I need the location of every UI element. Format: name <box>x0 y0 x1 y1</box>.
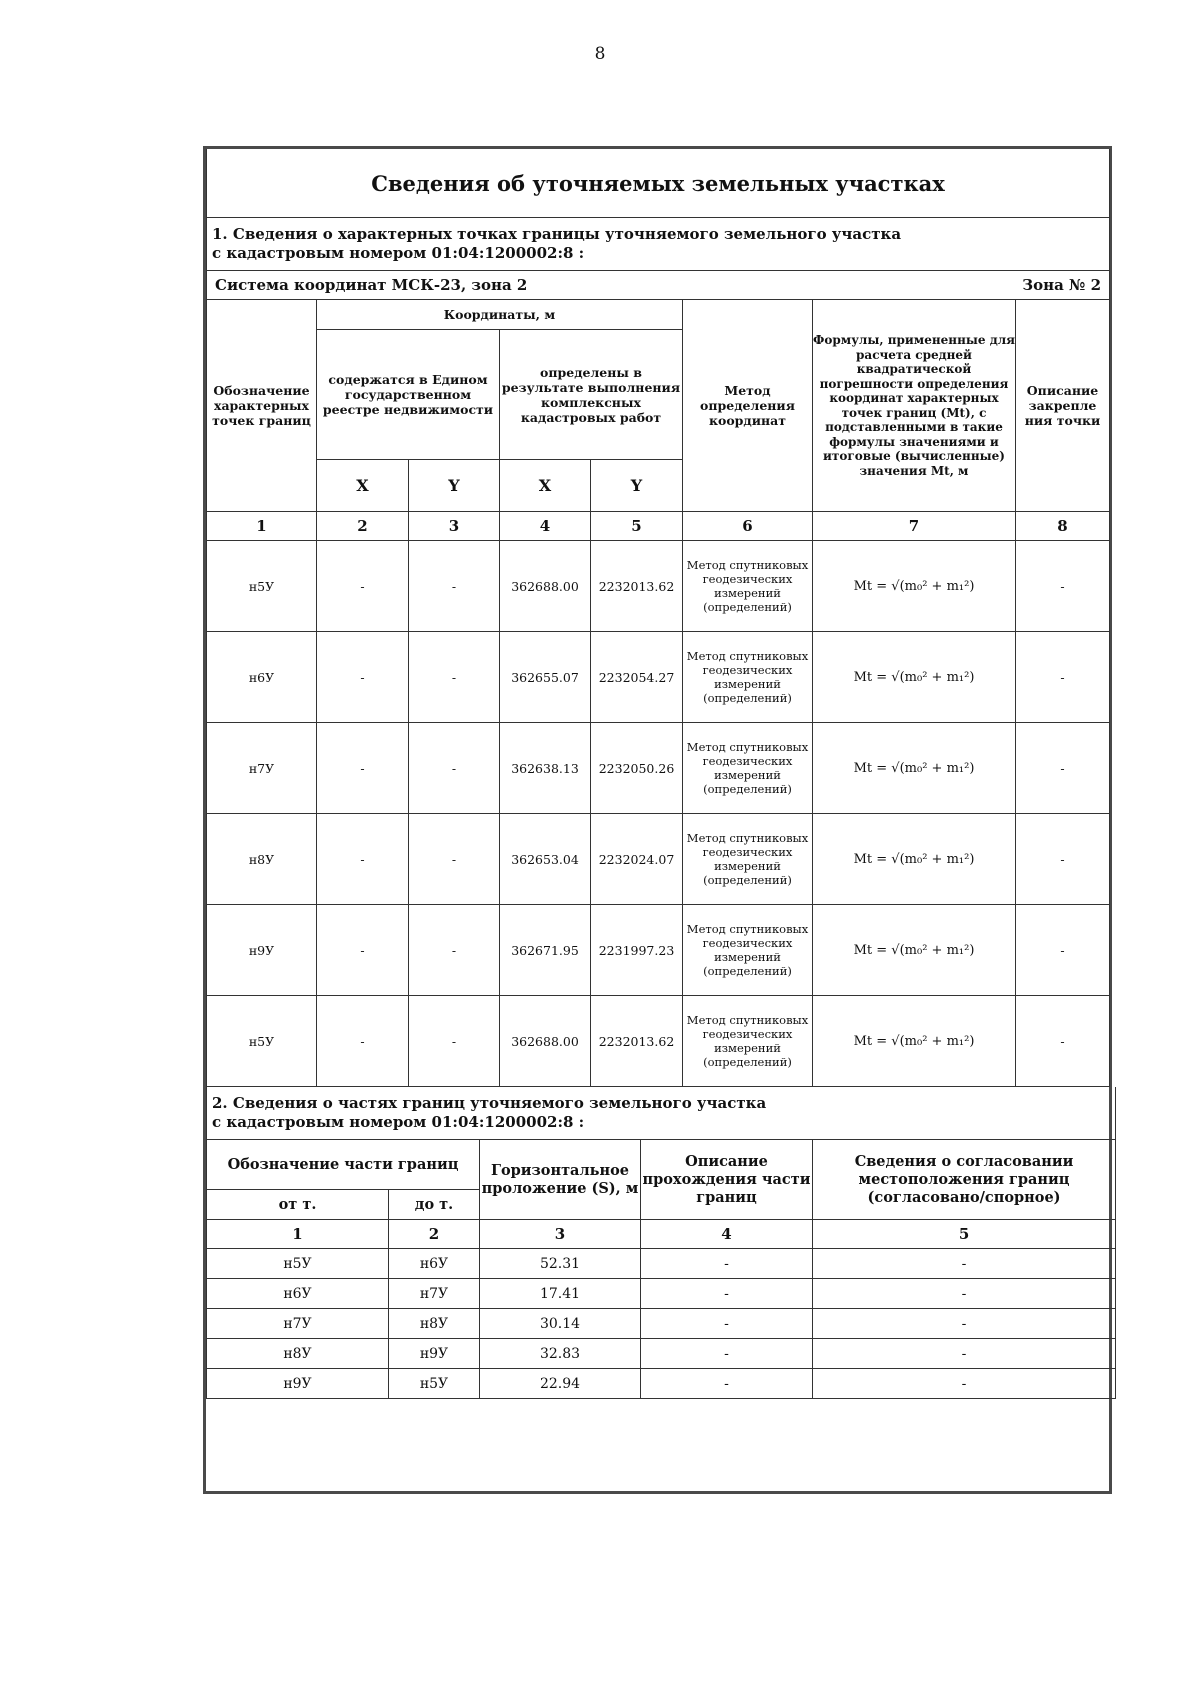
y-egrn: - <box>409 541 500 632</box>
section2-title-line1: 2. Сведения о частях границ уточняемого земельного участка <box>212 1094 767 1112</box>
x-value: 362638.13 <box>500 723 591 814</box>
header-y: Y <box>591 460 683 512</box>
point-description: - <box>1016 996 1110 1087</box>
point-description: - <box>1016 905 1110 996</box>
formula: Mt = √(m₀² + m₁²) <box>813 996 1016 1087</box>
header-description: Описание закрепле ния точки <box>1016 300 1110 512</box>
col-number: 8 <box>1016 512 1110 541</box>
header-from: от т. <box>207 1190 389 1220</box>
point-description: - <box>1016 541 1110 632</box>
point-name: н8У <box>207 814 317 905</box>
header-agreement: Сведения о согласовании местоположения границ (согласовано/спорное) <box>813 1140 1116 1220</box>
passage-description: - <box>641 1369 813 1399</box>
section2-title-line2: с кадастровым номером 01:04:1200002:8 : <box>212 1113 585 1131</box>
header-y-egrn: Y <box>409 460 500 512</box>
y-egrn: - <box>409 996 500 1087</box>
col-number: 1 <box>207 512 317 541</box>
x-value: 362671.95 <box>500 905 591 996</box>
passage-description: - <box>641 1249 813 1279</box>
header-to: до т. <box>389 1190 480 1220</box>
point-name: н7У <box>207 723 317 814</box>
point-description: - <box>1016 723 1110 814</box>
section1-title-line1: 1. Сведения о характерных точках границы уточняемого земельного участка <box>212 225 902 243</box>
agreement-info: - <box>813 1279 1116 1309</box>
from-point: н8У <box>207 1339 389 1369</box>
table-row <box>207 1249 1116 1279</box>
y-egrn: - <box>409 632 500 723</box>
x-value: 362653.04 <box>500 814 591 905</box>
table-row <box>207 541 1110 632</box>
from-point: н9У <box>207 1369 389 1399</box>
x-value: 362655.07 <box>500 632 591 723</box>
point-name: н9У <box>207 905 317 996</box>
y-egrn: - <box>409 814 500 905</box>
table-row <box>207 1339 1116 1369</box>
point-name: н5У <box>207 541 317 632</box>
x-value: 362688.00 <box>500 541 591 632</box>
to-point: н5У <box>389 1369 480 1399</box>
method: Метод спутниковых геодезических измерений (определений) <box>683 905 813 996</box>
y-value: 2232054.27 <box>591 632 683 723</box>
col-number: 3 <box>480 1220 641 1249</box>
section1-heading <box>207 218 1110 271</box>
formula: Mt = √(m₀² + m₁²) <box>813 814 1016 905</box>
section1-table <box>206 149 1110 1087</box>
method: Метод спутниковых геодезических измерений (определений) <box>683 541 813 632</box>
x-egrn: - <box>317 541 409 632</box>
section2-heading <box>207 1087 1116 1140</box>
horizontal-distance: 32.83 <box>480 1339 641 1369</box>
y-egrn: - <box>409 905 500 996</box>
x-egrn: - <box>317 996 409 1087</box>
table-row <box>207 1309 1116 1339</box>
x-egrn: - <box>317 905 409 996</box>
header-x-egrn: X <box>317 460 409 512</box>
horizontal-distance: 30.14 <box>480 1309 641 1339</box>
table-row <box>207 1279 1116 1309</box>
from-point: н6У <box>207 1279 389 1309</box>
method: Метод спутниковых геодезических измерений (определений) <box>683 632 813 723</box>
col-number: 1 <box>207 1220 389 1249</box>
header-formulas: Формулы, примененные для расчета средней квадратической погрешности определения координат характерных точек границ (Mt), с подставленными в такие формулы значениями и итоговые (вычисленные) значения Mt, м <box>813 300 1016 512</box>
section2-table <box>206 1087 1116 1399</box>
header-horizontal: Горизонтальное проложение (S), м <box>480 1140 641 1220</box>
coord-system-row <box>207 271 1110 300</box>
point-description: - <box>1016 814 1110 905</box>
method: Метод спутниковых геодезических измерений (определений) <box>683 723 813 814</box>
agreement-info: - <box>813 1249 1116 1279</box>
point-description: - <box>1016 632 1110 723</box>
header-designation: Обозначение характерных точек границ <box>207 300 317 512</box>
table-row <box>207 905 1110 996</box>
passage-description: - <box>641 1309 813 1339</box>
col-number: 2 <box>389 1220 480 1249</box>
method: Метод спутниковых геодезических измерений (определений) <box>683 814 813 905</box>
passage-description: - <box>641 1279 813 1309</box>
col-number: 6 <box>683 512 813 541</box>
col-number: 4 <box>500 512 591 541</box>
x-egrn: - <box>317 723 409 814</box>
y-value: 2232050.26 <box>591 723 683 814</box>
to-point: н6У <box>389 1249 480 1279</box>
method: Метод спутниковых геодезических измерений (определений) <box>683 996 813 1087</box>
header-coordinates: Координаты, м <box>317 300 683 330</box>
y-value: 2232013.62 <box>591 996 683 1087</box>
from-point: н7У <box>207 1309 389 1339</box>
table-row <box>207 723 1110 814</box>
horizontal-distance: 22.94 <box>480 1369 641 1399</box>
section1-title-line2: с кадастровым номером 01:04:1200002:8 : <box>212 244 585 262</box>
y-value: 2232013.62 <box>591 541 683 632</box>
y-egrn: - <box>409 723 500 814</box>
col-number: 3 <box>409 512 500 541</box>
to-point: н8У <box>389 1309 480 1339</box>
header-determined: определены в результате выполнения комплексных кадастровых работ <box>500 330 683 460</box>
point-name: н5У <box>207 996 317 1087</box>
passage-description: - <box>641 1339 813 1369</box>
y-value: 2232024.07 <box>591 814 683 905</box>
to-point: н7У <box>389 1279 480 1309</box>
x-egrn: - <box>317 814 409 905</box>
table-row <box>207 996 1110 1087</box>
formula: Mt = √(m₀² + m₁²) <box>813 723 1016 814</box>
page-number: 8 <box>594 44 606 64</box>
header-method: Метод определения координат <box>683 300 813 512</box>
col-number: 4 <box>641 1220 813 1249</box>
from-point: н5У <box>207 1249 389 1279</box>
col-number: 5 <box>813 1220 1116 1249</box>
table-row <box>207 632 1110 723</box>
to-point: н9У <box>389 1339 480 1369</box>
header-x: X <box>500 460 591 512</box>
horizontal-distance: 52.31 <box>480 1249 641 1279</box>
header-part-designation: Обозначение части границ <box>207 1140 480 1190</box>
formula: Mt = √(m₀² + m₁²) <box>813 541 1016 632</box>
document-frame <box>203 146 1112 1494</box>
agreement-info: - <box>813 1339 1116 1369</box>
x-value: 362688.00 <box>500 996 591 1087</box>
table-row <box>207 814 1110 905</box>
agreement-info: - <box>813 1369 1116 1399</box>
horizontal-distance: 17.41 <box>480 1279 641 1309</box>
header-in-registry: содержатся в Едином государственном реестре недвижимости <box>317 330 500 460</box>
header-passage: Описание прохождения части границ <box>641 1140 813 1220</box>
col-number: 5 <box>591 512 683 541</box>
col-number: 7 <box>813 512 1016 541</box>
x-egrn: - <box>317 632 409 723</box>
formula: Mt = √(m₀² + m₁²) <box>813 905 1016 996</box>
col-number: 2 <box>317 512 409 541</box>
agreement-info: - <box>813 1309 1116 1339</box>
zone-label: Зона № 2 <box>1022 276 1102 294</box>
table-row <box>207 1369 1116 1399</box>
coord-system: Система координат МСК-23, зона 2 <box>215 276 528 294</box>
point-name: н6У <box>207 632 317 723</box>
y-value: 2231997.23 <box>591 905 683 996</box>
page-title: Сведения об уточняемых земельных участках <box>207 149 1110 218</box>
formula: Mt = √(m₀² + m₁²) <box>813 632 1016 723</box>
